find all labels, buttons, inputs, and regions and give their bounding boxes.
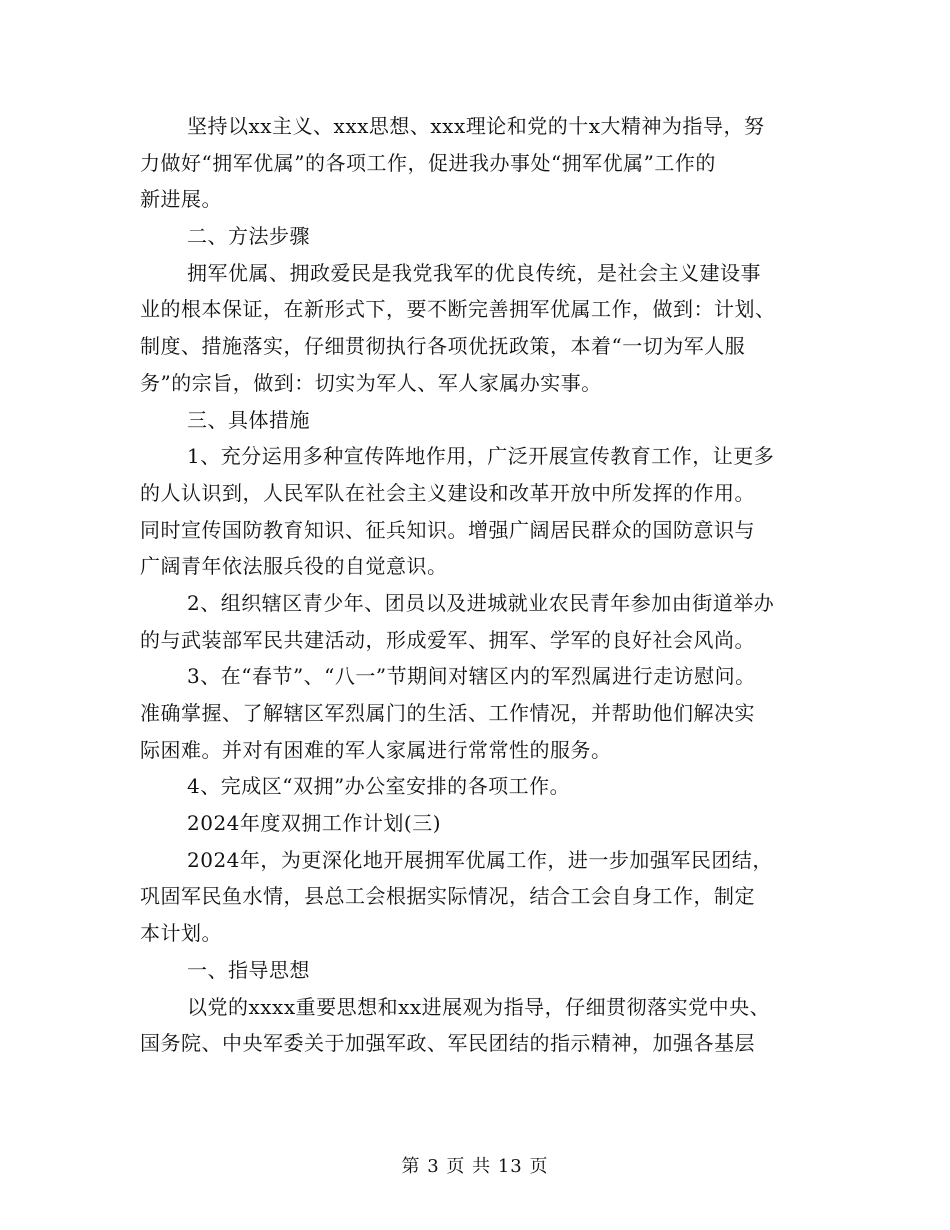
text-line: 制度、措施落实，仔细贯彻执行各项优抚政策，本着“一切为军人服 — [140, 334, 746, 359]
text-line: 的与武装部军民共建活动，形成爱军、拥军、学军的良好社会风尚。 — [140, 627, 755, 652]
text-line: 一、指导思想 — [187, 957, 310, 982]
document-body — [140, 108, 830, 1062]
text-line: 三、具体措施 — [187, 407, 310, 432]
text-line: 1、充分运用多种宣传阵地作用，广泛开展宣传教育工作，让更多 — [187, 444, 775, 469]
text-line: 拥军优属、拥政爱民是我党我军的优良传统，是社会主义建设事 — [187, 260, 761, 285]
text-line: 同时宣传国防教育知识、征兵知识。增强广阔居民群众的国防意识与 — [140, 517, 755, 542]
text-line: 国务院、中央军委关于加强军政、军民团结的指示精神，加强各基层 — [140, 1031, 755, 1056]
text-line: 坚持以xx主义、xxx思想、xxx理论和党的十x大精神为指导，努 — [187, 114, 765, 138]
text-line: 本计划。 — [140, 921, 222, 946]
text-line: 2024年，为更深化地开展拥军优属工作，进一步加强军民团结， — [187, 847, 773, 872]
text-line: 3、在“春节”、“八一”节期间对辖区内的军烈属进行走访慰问。 — [187, 664, 756, 689]
text-line: 的人认识到，人民军队在社会主义建设和改革开放中所发挥的作用。 — [140, 480, 755, 505]
text-line: 2、组织辖区青少年、团员以及进城就业农民青年参加由街道举办 — [187, 590, 775, 615]
text-line: 准确掌握、了解辖区军烈属门的生活、工作情况，并帮助他们解决实 — [140, 701, 755, 725]
text-line: 新进展。 — [140, 187, 222, 212]
page-footer: 第 3 页 共 13 页 — [401, 1156, 549, 1177]
text-line: 力做好“拥军优属”的各项工作，促进我办事处“拥军优属”工作的 — [140, 150, 716, 175]
text-line: 广阔青年依法服兵役的自觉意识。 — [140, 554, 448, 579]
text-line: 业的根本保证，在新形式下，要不断完善拥军优属工作，做到：计划、 — [140, 297, 776, 322]
text-line: 际困难。并对有困难的军人家属进行常常性的服务。 — [140, 737, 612, 762]
text-line: 2024年度双拥工作计划(三) — [187, 811, 442, 836]
text-line: 4、完成区“双拥”办公室安排的各项工作。 — [187, 774, 571, 799]
text-line: 以党的xxxx重要思想和xx进展观为指导，仔细贯彻落实党中央、 — [187, 994, 771, 1019]
text-line: 巩固军民鱼水情，县总工会根据实际情况，结合工会自身工作，制定 — [140, 884, 755, 909]
text-line: 二、方法步骤 — [187, 224, 310, 249]
text-line: 务”的宗旨，做到：切实为军人、军人家属办实事。 — [140, 370, 602, 395]
